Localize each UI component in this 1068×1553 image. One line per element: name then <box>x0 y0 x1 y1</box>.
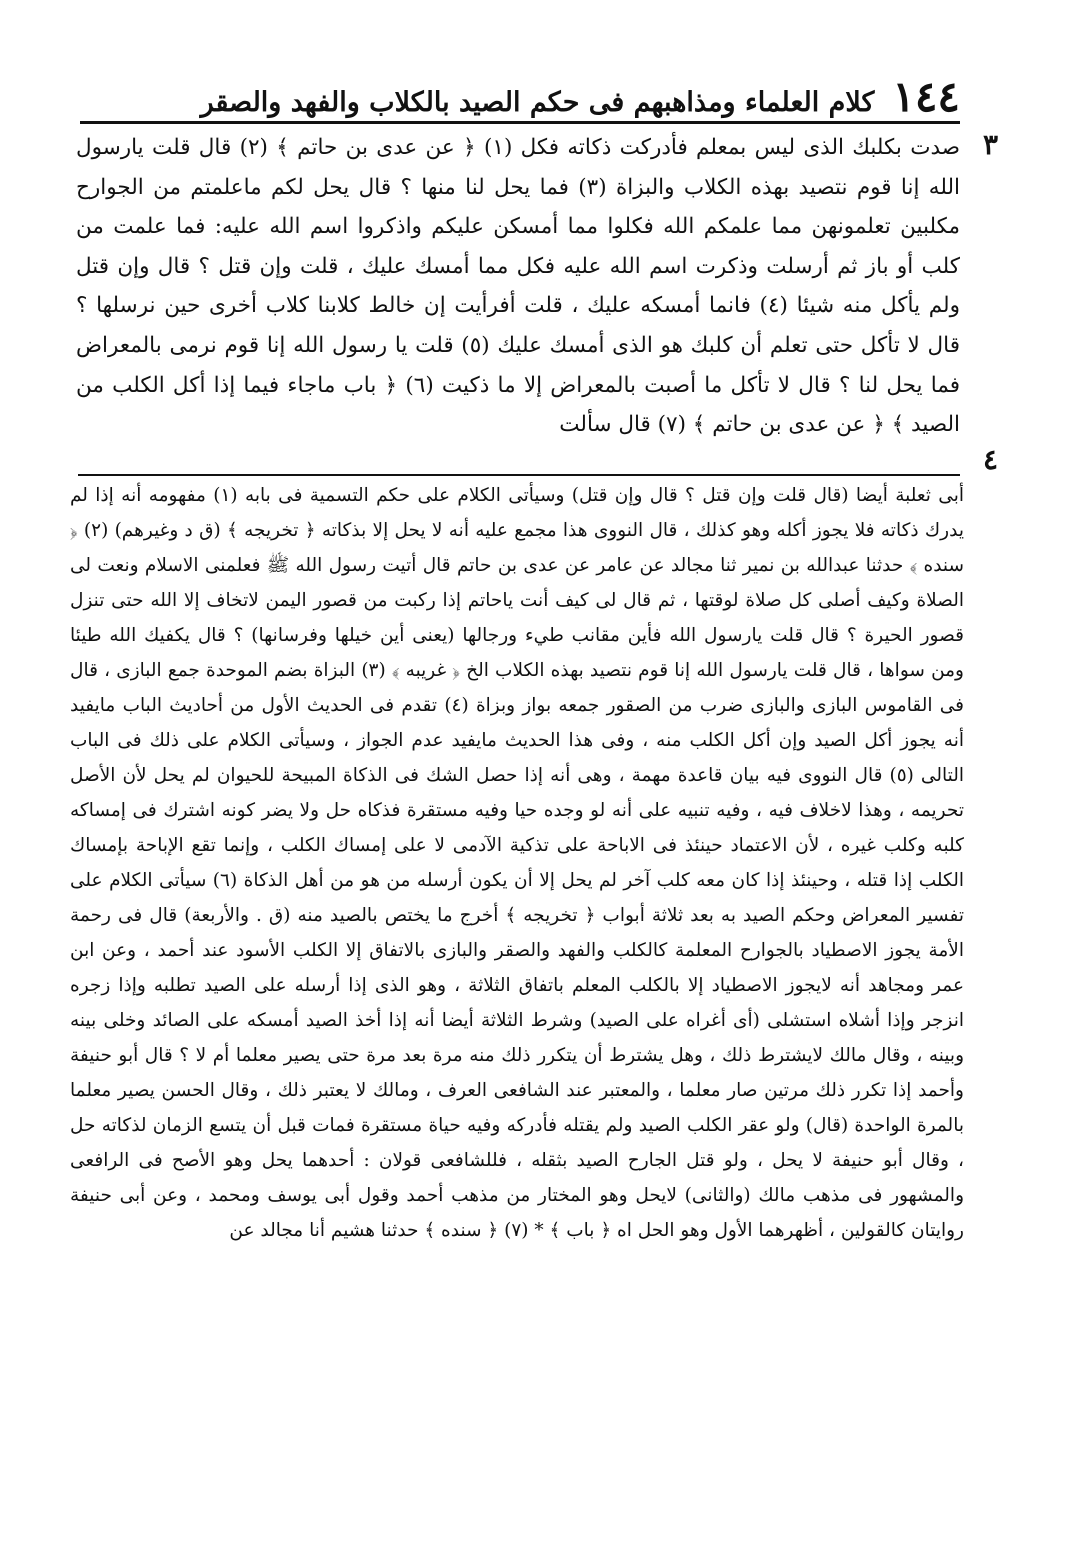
commentary-notes <box>70 478 964 1248</box>
page-number: ١٤٤ <box>892 72 960 121</box>
header-rule <box>80 121 960 124</box>
main-paragraph: صدت بكلبك الذى ليس بمعلم فأدركت ذكاته فكل (١) ﴿ عن عدى بن حاتم ﴾ (٢) قال قلت يارسول الله إنا قوم نتصيد بهذه الكلاب والبزاة (٣) فما يحل لنا منها ؟ قال يحل لكم ماعلمتم من الجوارح مكلبين تعلمونهن مما علمكم الله فكلوا مما أمسكن عليكم واذكروا اسم الله عليه: فما علمت من كلب أو باز ثم أرسلت وذكرت اسم الله عليه فكل مما أمسك عليك ، قلت وإن قتل ؟ قال وإن قتل ولم يأكل منه شيئا (٤) فانما أمسكه عليك ، قلت أفرأيت إن خالط كلابنا كلاب أخرى حين نرسلها ؟ قال لا تأكل حتى تعلم أن كلبك هو الذى أمسك عليك (٥) قلت يا رسول الله إنا قوم نرمى بالمعراض فما يحل لنا ؟ قال لا تأكل ما أصبت بالمعراض إلا ما ذكيت (٦) ﴿ باب ماجاء فيما إذا أكل الكلب من الصيد ﴾ ﴿ عن عدى بن حاتم ﴾ (٧) قال سألت <box>76 135 960 438</box>
footnote-divider <box>78 474 960 476</box>
margin-number: ٤ <box>982 443 998 476</box>
page-header <box>80 68 960 121</box>
margin-number: ٣ <box>982 128 998 161</box>
commentary-paragraph: أبى ثعلبة أيضا (قال قلت وإن قتل ؟ قال وإن قتل) وسيأتى الكلام على حكم التسمية فى بابه (١) مفهومه أنه إذا لم يدرك ذكاته فلا يجوز أكله وهو كذلك ، قال النووى هذا مجمع عليه أنه لا يحل إلا بذكاته ﴿ تخريجه ﴾ (ق د وغيرهم) (٢) ﴿ سنده ﴾ حدثنا عبدالله بن نمير ثنا مجالد عن عامر عن عدى بن حاتم قال أتيت رسول الله ﷺ فعلمنى الاسلام ونعت لى الصلاة وكيف أصلى كل صلاة لوقتها ، ثم قال لى كيف أنت ياحاتم إذا ركبت من قصور اليمن لاتخاف إلا الله حتى تنزل قصور الحيرة ؟ قال قلت يارسول الله فأين مقانب طيء ورجالها (يعنى أين خيلها وفرسانها) ؟ قال يكفيك الله طيئا ومن سواها ، قال قلت يارسول الله إنا قوم نتصيد بهذه الكلاب الخ ﴿ غريبه ﴾ (٣) البزاة بضم الموحدة جمع البازى ، قال فى القاموس البازى والبازى ضرب من الصقور جمعه بواز وبزاة (٤) تقدم فى الحديث الأول من أحاديث الباب مايفيد أنه يجوز أكل الصيد وإن أكل الكلب منه ، وفى هذا الحديث مايفيد عدم الجواز ، وسيأتى الكلام على ذلك فى الباب التالى (٥) قال النووى فيه بيان قاعدة مهمة ، وهى أنه إذا حصل الشك فى الذكاة المبيحة للحيوان لم يحل لأن الأصل تحريمه ، وهذا لاخلاف فيه ، وفيه تنبيه على أنه لو وجده حيا وفيه مستقرة فذكاه حل ولا يضر كونه اشترك فى إمساكه كلبه وكلب غيره ، لأن الاعتماد حينئذ فى الاباحة على تذكية الآدمى لا على إمساك الكلب ، وإنما تقع الإباحة بإمساك الكلب إذا قتله ، وحينئذ إذا كان معه كلب آخر لم يحل إلا أن يكون أرسله من هو من أهل الذكاة (٦) سيأتى الكلام على تفسير المعراض وحكم الصيد به بعد ثلاثة أبواب ﴿ تخريجه ﴾ أخرج ما يختص بالصيد منه (ق . والأربعة) قال فى رحمة الأمة يجوز الاصطياد بالجوارح المعلمة كالكلب والفهد والصقر والبازى بالاتفاق إلا الكلب الأسود عند أحمد ، وعن ابن عمر ومجاهد أنه لايجوز الاصطياد إلا بالكلب المعلم باتفاق الثلاثة ، وهو الذى إذا أرسله على الصيد تطلبه وإذا زجره انزجر وإذا أشلاه استشلى (أى أغراه على الصيد) وشرط الثلاثة أيضا أنه إذا أخذ الصيد أمسكه على الصائد وخلى بينه وبينه ، وقال مالك لايشترط ذلك ، وهل يشترط أن يتكرر ذلك منه مرة بعد مرة حتى يصير معلما أم لا ؟ قال أبو حنيفة وأحمد إذا تكرر ذلك مرتين صار معلما ، والمعتبر عند الشافعى العرف ، ومالك لا يعتبر ذلك ، وقال الحسن يصير معلما بالمرة الواحدة (قال) ولو عقر الكلب الصيد ولم يقتله فأدركه وفيه حياة مستقرة فمات قبل أن يتسع الزمان لذكاته حل ، وقال أبو حنيفة لا يحل ، ولو قتل الجارح الصيد بثقله ، فللشافعى قولان : أحدهما يحل وهو الأصح فى الرافعى والمشهور فى مذهب مالك (والثانى) لايحل وهو المختار من مذهب أحمد وقول أبى يوسف ومحمد ، وعن أبى حنيفة روايتان كالقولين ، أظهرهما الأول وهو الحل اه ﴿ باب ﴾ * (٧) ﴿ سنده ﴾ حدثنا هشيم أنا مجالد عن <box>70 485 965 1241</box>
main-text <box>76 128 960 445</box>
running-title: كلام العلماء ومذاهبهم فى حكم الصيد بالكلاب والفهد والصقر <box>200 87 875 119</box>
